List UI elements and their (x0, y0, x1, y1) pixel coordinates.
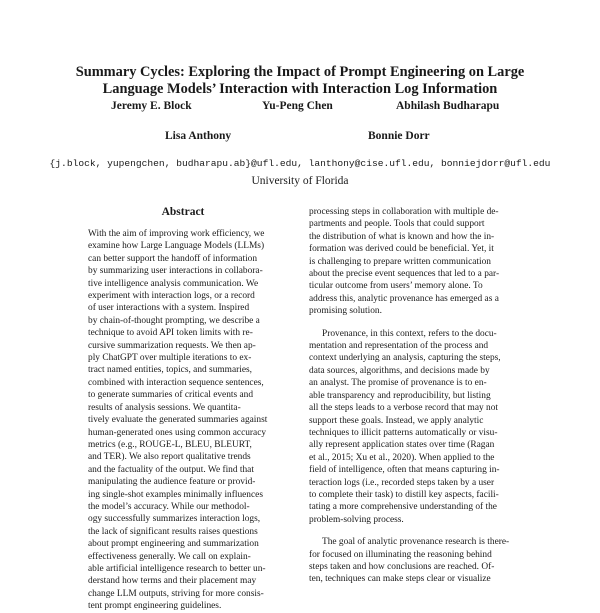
text-line: and the factuality of the output. We find that (88, 464, 254, 475)
abstract-body (88, 228, 278, 613)
text-line: human-generated ones using common accuracy (88, 427, 267, 438)
text-line: tract named entities, topics, and summaries, (88, 365, 253, 376)
text-line: Provenance, in this context, refers to the docu- (322, 328, 497, 339)
text-line: processing steps in collaboration with multiple de- (309, 207, 499, 217)
text-line: et al., 2015; Xu et al., 2020). When applied to the (309, 452, 495, 463)
text-line: to generate summaries of critical events and (88, 390, 254, 401)
paragraph-gap (309, 318, 533, 328)
text-line: an analyst. The promise of provenance is to en- (309, 378, 487, 389)
text-line: all the steps leads to a verbose record that may not (309, 403, 499, 414)
text-line: ten, techniques can make steps clear or visualize (309, 574, 491, 585)
abstract-heading: Abstract (161, 206, 205, 218)
text-line: ticular outcome from users’ memory alone. To (309, 281, 483, 292)
text-line: With the aim of improving work efficiency, we (88, 229, 265, 239)
text-line: formation was derived could be beneficial. Yet, it (309, 244, 494, 255)
text-line: about prompt engineering and summarization (88, 539, 259, 550)
text-line: change LLM outputs, striving for more consis- (88, 588, 264, 599)
text-line: by summarizing user interactions in collabora- (88, 266, 263, 277)
authors-row-1 (0, 100, 600, 116)
text-line: effectiveness generally. We call on explain- (88, 551, 251, 562)
text-line: experiment with interaction logs, or a record (88, 291, 255, 302)
text-line: tively evaluate the generated summaries against (88, 415, 268, 426)
author-name: Bonnie Dorr (368, 130, 430, 142)
text-line: derstand how terms and their placement may (88, 576, 257, 587)
author-name: Lisa Anthony (165, 130, 232, 142)
text-line: steps taken and how conclusions are reached. Of- (309, 561, 495, 572)
text-line: teraction logs (i.e., recorded steps taken by a user (309, 477, 495, 488)
text-line: the model’s accuracy. While our methodol- (88, 501, 250, 512)
text-line: combined with interaction sequence sentences, (88, 377, 264, 388)
text-line: able transparency and reproducibility, but listing (309, 390, 491, 401)
intro-body (309, 206, 533, 586)
author-name: Jeremy E. Block (111, 100, 192, 112)
text-line: manipulating the audience feature or provid- (88, 477, 256, 488)
text-line: ally represent application states over time (Ragan (309, 440, 495, 451)
text-line: field of intelligence, often that means capturing in- (309, 465, 500, 476)
author-name: Yu-Peng Chen (262, 100, 333, 112)
text-line: the lack of significant results raises questions (88, 526, 258, 537)
affiliation: University of Florida (251, 175, 349, 187)
text-line: partments and people. Tools that could support (309, 219, 485, 230)
text-line: promising solution. (309, 306, 382, 317)
paper-title (40, 64, 560, 98)
text-line: for focused on illuminating the reasoning behind (309, 549, 492, 560)
text-line: techniques to illicit patterns automatically or visu- (309, 427, 498, 438)
text-line: the distribution of what is known and how the in- (309, 231, 495, 242)
text-line: ing single-shot examples minimally influences (88, 489, 263, 500)
text-line: data sources, algorithms, and decisions made by (309, 365, 490, 376)
text-line: and TER). We also report qualitative trends (88, 452, 251, 463)
text-line: metrics (e.g., ROUGE-L, BLEU, BLEURT, (88, 439, 252, 450)
text-line: can better support the handoff of information (88, 253, 258, 264)
text-line: tating a more comprehensive understanding of the (309, 502, 497, 513)
text-line: of user interactions with a system. Inspired (88, 303, 250, 314)
text-line: ply ChatGPT over multiple iterations to ex- (88, 353, 252, 364)
text-line: tive intelligence analysis communication. We (88, 278, 259, 289)
text-line: The goal of analytic provenance research is there- (322, 537, 510, 548)
text-line: ogy successfully summarizes interaction logs, (88, 514, 261, 525)
text-line: able artificial intelligence research to better un- (88, 563, 266, 574)
text-line: context underlying an analysis, capturing the steps, (309, 353, 501, 364)
text-line: address this, analytic provenance has emerged as a (309, 293, 499, 304)
paragraph-gap (309, 526, 533, 536)
text-line: to complete their task) to distill key aspects, facili- (309, 489, 499, 500)
text-line: tent prompt engineering guidelines. (88, 601, 222, 612)
text-line: technique to avoid API token limits with re- (88, 328, 253, 339)
text-line: examine how Large Language Models (LLMs) (88, 241, 265, 252)
author-name: Abhilash Budharapu (396, 100, 500, 112)
text-line: support these goals. Instead, we apply analytic (309, 415, 484, 426)
text-line: cursive summarization requests. We then ap- (88, 340, 256, 351)
text-line: problem-solving process. (309, 514, 404, 525)
text-line: mentation and representation of the process and (309, 341, 489, 352)
title-line-1: Summary Cycles: Exploring the Impact of Prompt Engineering on Large (75, 64, 525, 80)
text-line: results of analysis sessions. We quantita- (88, 402, 241, 413)
text-line: is challenging to prepare written communication (309, 256, 491, 267)
title-line-2: Language Models’ Interaction with Interaction Log Information (102, 81, 498, 97)
text-line: by chain-of-thought prompting, we describe a (88, 315, 260, 326)
text-line: about the precise event sequences that led to a par- (309, 269, 500, 280)
authors-row-2 (0, 130, 600, 146)
author-emails: {j.block, yupengchen, budharapu.ab}@ufl.edu, lanthony@cise.ufl.edu, bonniejdorr@ufl.edu (49, 158, 551, 169)
